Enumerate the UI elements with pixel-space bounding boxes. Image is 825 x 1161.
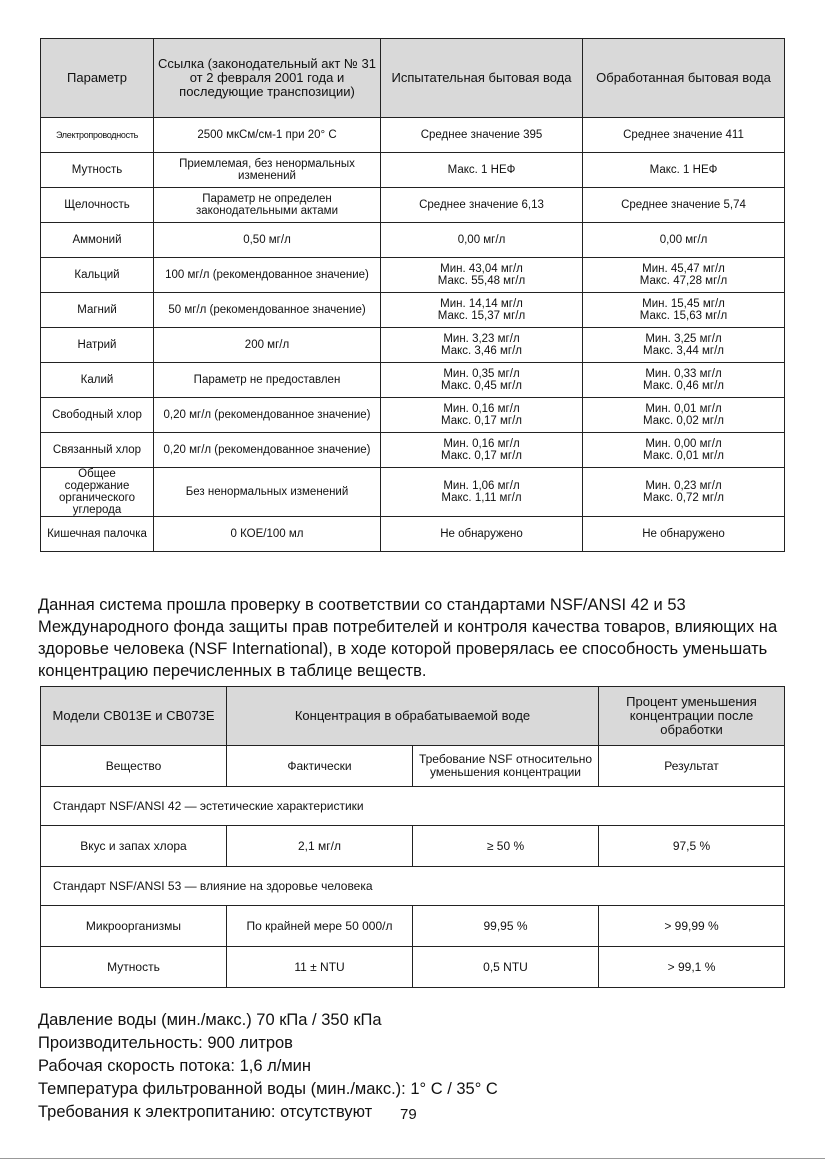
table-cell: Мин. 45,47 мг/л Макс. 47,28 мг/л	[583, 258, 785, 293]
table-row	[41, 906, 785, 947]
table-row	[41, 947, 785, 988]
table-row	[41, 153, 785, 188]
table-cell: 0,00 мг/л	[381, 223, 583, 258]
header-reference: Ссылка (законодательный акт № 31 от 2 февраля 2001 года и последующие транспозиции)	[154, 39, 381, 118]
table-cell: Приемлемая, без ненормальных изменений	[154, 153, 381, 188]
table-cell: Среднее значение 6,13	[381, 188, 583, 223]
parameter-cell: Кишечная палочка	[41, 517, 154, 552]
table-row	[41, 258, 785, 293]
table-cell: Мин. 3,23 мг/л Макс. 3,46 мг/л	[381, 328, 583, 363]
parameter-cell: Щелочность	[41, 188, 154, 223]
table-cell: > 99,99 %	[599, 906, 785, 947]
standard-53-label: Стандарт NSF/ANSI 53 — влияние на здоровье человека	[41, 867, 785, 906]
table-cell: Мин. 0,33 мг/л Макс. 0,46 мг/л	[583, 363, 785, 398]
table-cell: Мутность	[41, 947, 227, 988]
table-cell: ≥ 50 %	[413, 826, 599, 867]
table-cell: 2,1 мг/л	[227, 826, 413, 867]
table-cell: Макс. 1 НЕФ	[381, 153, 583, 188]
table-row	[41, 826, 785, 867]
table-header-row	[41, 39, 785, 118]
spec-temperature: Температура фильтрованной воды (мин./макс.): 1° C / 35° C	[38, 1080, 498, 1098]
table-cell: Мин. 0,16 мг/л Макс. 0,17 мг/л	[381, 398, 583, 433]
table-cell: Микроорганизмы	[41, 906, 227, 947]
standard-42-label: Стандарт NSF/ANSI 42 — эстетические характеристики	[41, 787, 785, 826]
table-cell: Макс. 1 НЕФ	[583, 153, 785, 188]
parameter-cell: Аммоний	[41, 223, 154, 258]
parameter-cell: Мутность	[41, 153, 154, 188]
table-cell: Мин. 0,35 мг/л Макс. 0,45 мг/л	[381, 363, 583, 398]
table-cell: 200 мг/л	[154, 328, 381, 363]
table-row	[41, 223, 785, 258]
page-number: 79	[400, 1106, 417, 1123]
table-cell: Мин. 0,23 мг/л Макс. 0,72 мг/л	[583, 468, 785, 517]
header-percent: Процент уменьшения концентрации после обработки	[599, 687, 785, 746]
table-cell: Мин. 0,16 мг/л Макс. 0,17 мг/л	[381, 433, 583, 468]
standard-row	[41, 787, 785, 826]
table-subheader-row	[41, 746, 785, 787]
table-row	[41, 293, 785, 328]
table-cell: Мин. 1,06 мг/л Макс. 1,11 мг/л	[381, 468, 583, 517]
header-parameter: Параметр	[41, 39, 154, 118]
parameter-cell: Натрий	[41, 328, 154, 363]
table-row	[41, 433, 785, 468]
table-cell: 0,50 мг/л	[154, 223, 381, 258]
page-bottom-divider	[0, 1158, 825, 1159]
parameter-cell: Кальций	[41, 258, 154, 293]
table-cell: По крайней мере 50 000/л	[227, 906, 413, 947]
table-cell: Не обнаружено	[381, 517, 583, 552]
table-cell: Мин. 14,14 мг/л Макс. 15,37 мг/л	[381, 293, 583, 328]
table-cell: Среднее значение 411	[583, 118, 785, 153]
subheader-actual: Фактически	[227, 746, 413, 787]
table-row	[41, 118, 785, 153]
table-cell: Не обнаружено	[583, 517, 785, 552]
table-row	[41, 363, 785, 398]
parameter-cell: Общее содержание органического углерода	[41, 468, 154, 517]
water-quality-table	[40, 38, 785, 552]
parameter-cell: Калий	[41, 363, 154, 398]
parameter-cell: Связанный хлор	[41, 433, 154, 468]
table-cell: 2500 мкСм/см-1 при 20° С	[154, 118, 381, 153]
header-test-water: Испытательная бытовая вода	[381, 39, 583, 118]
table-cell: 50 мг/л (рекомендованное значение)	[154, 293, 381, 328]
table-cell: Вкус и запах хлора	[41, 826, 227, 867]
table-cell: 0 КОЕ/100 мл	[154, 517, 381, 552]
table-cell: Мин. 3,25 мг/л Макс. 3,44 мг/л	[583, 328, 785, 363]
table-cell: 100 мг/л (рекомендованное значение)	[154, 258, 381, 293]
table-cell: Мин. 0,00 мг/л Макс. 0,01 мг/л	[583, 433, 785, 468]
subheader-substance: Вещество	[41, 746, 227, 787]
table-row	[41, 517, 785, 552]
spec-capacity: Производительность: 900 литров	[38, 1034, 293, 1052]
standard-row	[41, 867, 785, 906]
table-cell: 11 ± NTU	[227, 947, 413, 988]
specs-list	[38, 1009, 498, 1124]
table-cell: Мин. 0,01 мг/л Макс. 0,02 мг/л	[583, 398, 785, 433]
spec-flow-rate: Рабочая скорость потока: 1,6 л/мин	[38, 1057, 311, 1075]
table-cell: 0,20 мг/л (рекомендованное значение)	[154, 433, 381, 468]
parameter-cell: Электропроводность	[41, 118, 154, 153]
table-cell: 0,20 мг/л (рекомендованное значение)	[154, 398, 381, 433]
header-treated-water: Обработанная бытовая вода	[583, 39, 785, 118]
table-cell: 0,00 мг/л	[583, 223, 785, 258]
nsf-reduction-table	[40, 686, 785, 988]
certification-paragraph: Данная система прошла проверку в соответствии со стандартами NSF/ANSI 42 и 53 Международного фонда защиты прав потребителей и контроля качества товаров, влияющих на здоровье человека (NSF International), в ходе которой проверялась ее способность уменьшать концентрацию перечисленных в таблице веществ.	[38, 596, 778, 680]
header-models: Модели CB013E и CB073E	[41, 687, 227, 746]
table-cell: Параметр не предоставлен	[154, 363, 381, 398]
table-row	[41, 398, 785, 433]
parameter-cell: Свободный хлор	[41, 398, 154, 433]
table-header-row	[41, 687, 785, 746]
table-row	[41, 328, 785, 363]
table-row	[41, 468, 785, 517]
table-cell: 99,95 %	[413, 906, 599, 947]
table-cell: Без ненормальных изменений	[154, 468, 381, 517]
table-cell: 97,5 %	[599, 826, 785, 867]
table-row	[41, 188, 785, 223]
header-concentration: Концентрация в обрабатываемой воде	[227, 687, 599, 746]
table-cell: Среднее значение 5,74	[583, 188, 785, 223]
parameter-cell: Магний	[41, 293, 154, 328]
subheader-requirement: Требование NSF относительно уменьшения концентрации	[413, 746, 599, 787]
table-cell: > 99,1 %	[599, 947, 785, 988]
subheader-result: Результат	[599, 746, 785, 787]
spec-water-pressure: Давление воды (мин./макс.) 70 кПа / 350 кПа	[38, 1011, 382, 1029]
table-cell: Параметр не определен законодательными актами	[154, 188, 381, 223]
table-cell: Мин. 43,04 мг/л Макс. 55,48 мг/л	[381, 258, 583, 293]
table-cell: Среднее значение 395	[381, 118, 583, 153]
table-cell: Мин. 15,45 мг/л Макс. 15,63 мг/л	[583, 293, 785, 328]
spec-power: Требования к электропитанию: отсутствуют	[38, 1103, 373, 1121]
table-cell: 0,5 NTU	[413, 947, 599, 988]
